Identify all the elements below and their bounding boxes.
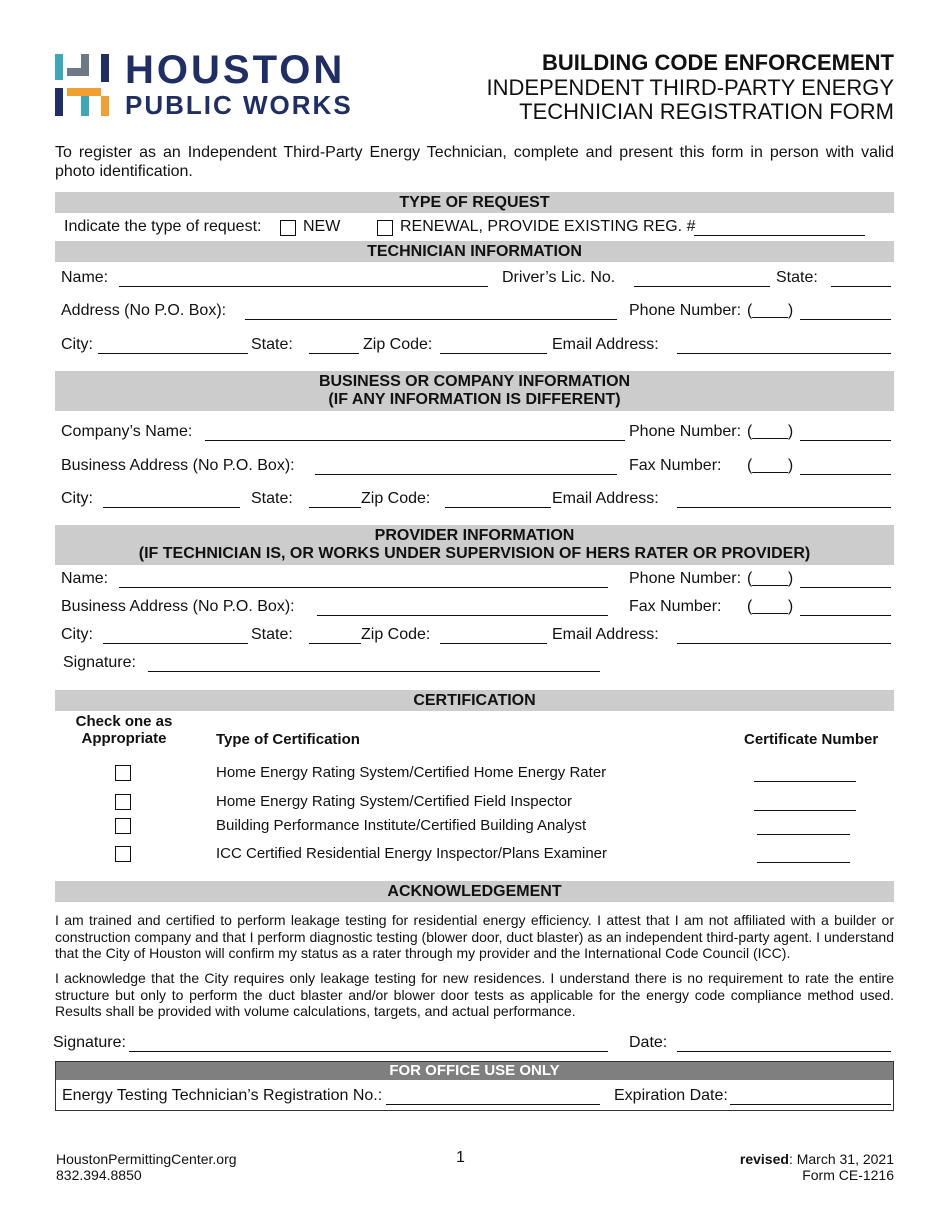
tech-city-field[interactable] bbox=[98, 352, 248, 354]
provider-name-label: Name: bbox=[61, 570, 109, 587]
tech-state-label: State: bbox=[776, 269, 818, 286]
provider-name-field[interactable] bbox=[119, 586, 608, 588]
office-use-heading: FOR OFFICE USE ONLY bbox=[56, 1062, 893, 1080]
col-check-header-line1: Check one as bbox=[75, 713, 173, 730]
footer-phone: 832.394.8850 bbox=[56, 1167, 142, 1183]
business-state-label: State: bbox=[251, 490, 293, 507]
provider-heading-line1: PROVIDER INFORMATION bbox=[374, 527, 575, 544]
ack-signature-field[interactable] bbox=[129, 1050, 608, 1052]
company-name-field[interactable] bbox=[205, 439, 625, 441]
cert-type-field-inspector: Home Energy Rating System/Certified Field Inspector bbox=[216, 793, 572, 810]
certification-heading: CERTIFICATION bbox=[55, 690, 894, 711]
business-email-field[interactable] bbox=[677, 506, 891, 508]
cert-number-building-analyst[interactable] bbox=[757, 833, 850, 835]
tech-addr-state-label: State: bbox=[251, 336, 293, 353]
business-address-label: Business Address (No P.O. Box): bbox=[61, 457, 295, 474]
business-state-field[interactable] bbox=[309, 506, 361, 508]
form-title-line2: INDEPENDENT THIRD-PARTY ENERGY bbox=[486, 75, 894, 100]
col-check-header bbox=[62, 713, 186, 747]
provider-email-field[interactable] bbox=[677, 642, 891, 644]
provider-heading-line2: (IF TECHNICIAN IS, OR WORKS UNDER SUPERVISION OF HERS RATER OR PROVIDER) bbox=[138, 545, 811, 562]
tech-drivers-lic-label: Driver’s Lic. No. bbox=[502, 269, 616, 286]
tech-name-label: Name: bbox=[61, 269, 109, 286]
provider-signature-field[interactable] bbox=[148, 670, 600, 672]
tech-phone-label: Phone Number: bbox=[629, 302, 742, 319]
logo-public-works-text: PUBLIC WORKS bbox=[125, 90, 353, 120]
registration-no-field[interactable] bbox=[386, 1103, 600, 1105]
business-city-label: City: bbox=[61, 490, 93, 507]
business-fax-area[interactable]: (____) bbox=[747, 457, 794, 474]
form-title-line1: BUILDING CODE ENFORCEMENT bbox=[542, 50, 894, 75]
provider-phone-field[interactable] bbox=[800, 586, 891, 588]
business-heading-line1: BUSINESS OR COMPANY INFORMATION bbox=[318, 373, 631, 390]
acknowledgement-para-1: I am trained and certified to perform leakage testing for residential energy efficiency. I attest that I am not affiliated with a builder or construction company and that I perform diagnostic testing (blower door, duct blaster) as an independent third-party agent. I understand that the City of Houston will confirm my status as a rater through my provider and the International Code Council (ICC). bbox=[55, 912, 894, 961]
logo-houston-text: HOUSTON bbox=[125, 48, 346, 92]
intro-text: To register as an Independent Third-Party Energy Technician, complete and present this form in person with valid photo identification. bbox=[55, 144, 894, 180]
tech-address-label: Address (No P.O. Box): bbox=[61, 302, 227, 319]
form-title-line3: TECHNICIAN REGISTRATION FORM bbox=[519, 99, 894, 124]
tech-address-field[interactable] bbox=[245, 318, 617, 320]
tech-city-label: City: bbox=[61, 336, 93, 353]
footer-form-number: Form CE-1216 bbox=[802, 1167, 894, 1183]
page-number: 1 bbox=[456, 1149, 465, 1166]
logo bbox=[55, 48, 375, 122]
company-name-label: Company’s Name: bbox=[61, 423, 193, 440]
tech-email-field[interactable] bbox=[677, 352, 891, 354]
business-address-field[interactable] bbox=[315, 473, 617, 475]
tech-drivers-lic-field[interactable] bbox=[634, 285, 770, 287]
provider-phone-label: Phone Number: bbox=[629, 570, 742, 587]
cert-checkbox-home-energy-rater[interactable] bbox=[115, 765, 131, 781]
tech-license-state-field[interactable] bbox=[831, 285, 891, 287]
request-type-prompt: Indicate the type of request: bbox=[64, 218, 262, 235]
cert-checkbox-icc-inspector[interactable] bbox=[115, 846, 131, 862]
provider-email-label: Email Address: bbox=[552, 626, 659, 643]
renewal-reg-number-field[interactable] bbox=[694, 234, 865, 236]
ack-date-field[interactable] bbox=[677, 1050, 891, 1052]
cert-type-icc-inspector: ICC Certified Residential Energy Inspector/Plans Examiner bbox=[216, 845, 608, 862]
footer-revised-label: revised bbox=[739, 1151, 789, 1167]
provider-zip-field[interactable] bbox=[440, 642, 547, 644]
provider-address-field[interactable] bbox=[317, 614, 608, 616]
ack-signature-label: Signature: bbox=[53, 1034, 126, 1051]
tech-zip-label: Zip Code: bbox=[363, 336, 433, 353]
acknowledgement-heading: ACKNOWLEDGEMENT bbox=[55, 881, 894, 902]
tech-addr-state-field[interactable] bbox=[309, 352, 359, 354]
technician-info-heading: TECHNICIAN INFORMATION bbox=[55, 241, 894, 262]
cert-number-home-energy-rater[interactable] bbox=[754, 780, 856, 782]
business-zip-label: Zip Code: bbox=[361, 490, 431, 507]
provider-state-label: State: bbox=[251, 626, 293, 643]
cert-number-icc-inspector[interactable] bbox=[757, 861, 850, 863]
renewal-label: RENEWAL, PROVIDE EXISTING REG. # bbox=[400, 218, 696, 235]
provider-info-heading bbox=[55, 525, 894, 565]
tech-zip-field[interactable] bbox=[440, 352, 547, 354]
provider-fax-area[interactable]: (____) bbox=[747, 598, 794, 615]
acknowledgement-para-2: I acknowledge that the City requires only leakage testing for new residences. I understand there is no requirement to rate the entire structure but only to perform the duct blaster and/or blower door tests as applicable for the energy code compliance method used. Results shall be provided with volume calculations, targets, and actual performance. bbox=[55, 970, 894, 1019]
cert-type-building-analyst: Building Performance Institute/Certified Building Analyst bbox=[216, 817, 587, 834]
new-checkbox[interactable] bbox=[280, 220, 296, 236]
company-phone-area[interactable]: (____) bbox=[747, 423, 794, 440]
col-check-header-line2: Appropriate bbox=[81, 730, 167, 747]
expiration-date-label: Expiration Date: bbox=[614, 1087, 728, 1104]
business-zip-field[interactable] bbox=[445, 506, 551, 508]
provider-signature-label: Signature: bbox=[63, 654, 136, 671]
ack-date-label: Date: bbox=[629, 1034, 668, 1051]
provider-address-label: Business Address (No P.O. Box): bbox=[61, 598, 295, 615]
tech-phone-field[interactable] bbox=[800, 318, 891, 320]
col-number-header: Certificate Number bbox=[744, 731, 879, 748]
provider-state-field[interactable] bbox=[309, 642, 361, 644]
footer-revised bbox=[740, 1151, 894, 1167]
business-fax-label: Fax Number: bbox=[629, 457, 722, 474]
business-city-field[interactable] bbox=[103, 506, 240, 508]
expiration-date-field[interactable] bbox=[730, 1103, 891, 1105]
tech-email-label: Email Address: bbox=[552, 336, 659, 353]
business-email-label: Email Address: bbox=[552, 490, 659, 507]
provider-zip-label: Zip Code: bbox=[361, 626, 431, 643]
new-label: NEW bbox=[303, 218, 341, 235]
cert-checkbox-field-inspector[interactable] bbox=[115, 794, 131, 810]
col-type-header: Type of Certification bbox=[216, 731, 360, 748]
tech-name-field[interactable] bbox=[119, 285, 488, 287]
renewal-checkbox[interactable] bbox=[377, 220, 393, 236]
houston-logo-mark bbox=[55, 52, 117, 118]
cert-number-field-inspector[interactable] bbox=[754, 809, 856, 811]
business-heading-line2: (IF ANY INFORMATION IS DIFFERENT) bbox=[328, 391, 621, 408]
registration-no-label: Energy Testing Technician’s Registration No.: bbox=[62, 1087, 383, 1104]
cert-type-home-energy-rater: Home Energy Rating System/Certified Home Energy Rater bbox=[216, 764, 607, 781]
footer-website: HoustonPermittingCenter.org bbox=[56, 1151, 237, 1167]
provider-city-label: City: bbox=[61, 626, 93, 643]
business-fax-field[interactable] bbox=[800, 473, 891, 475]
business-info-heading bbox=[55, 371, 894, 411]
type-of-request-heading: TYPE OF REQUEST bbox=[55, 192, 894, 213]
provider-city-field[interactable] bbox=[103, 642, 248, 644]
provider-fax-field[interactable] bbox=[800, 614, 891, 616]
provider-fax-label: Fax Number: bbox=[629, 598, 722, 615]
company-phone-field[interactable] bbox=[800, 439, 891, 441]
provider-phone-area[interactable]: (____) bbox=[747, 570, 794, 587]
tech-phone-area[interactable]: (____) bbox=[747, 302, 794, 319]
footer-revised-date: : March 31, 2021 bbox=[788, 1151, 894, 1167]
cert-checkbox-building-analyst[interactable] bbox=[115, 818, 131, 834]
company-phone-label: Phone Number: bbox=[629, 423, 742, 440]
